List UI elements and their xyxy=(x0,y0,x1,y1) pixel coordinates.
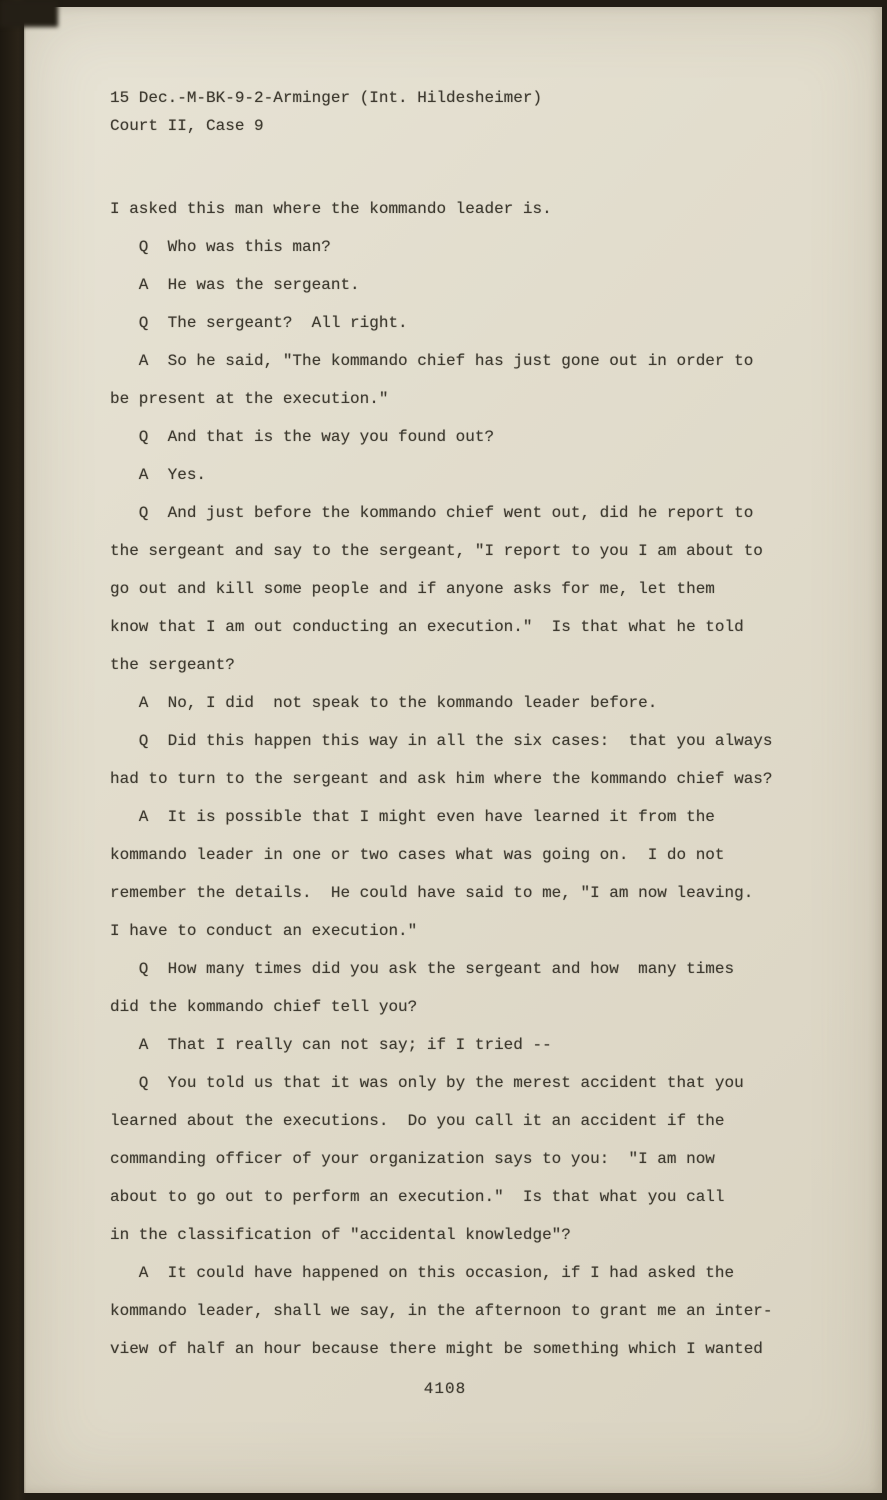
transcript-line: Q You told us that it was only by the merest accident that you xyxy=(110,1074,744,1092)
transcript-line: Q And just before the kommando chief went out, did he report to xyxy=(110,504,754,522)
header-case-line: 15 Dec.-M-BK-9-2-Arminger (Int. Hildesheimer) xyxy=(110,89,543,107)
scan-edge-artifact xyxy=(0,0,26,1500)
transcript-line: Q Who was this man? xyxy=(110,238,331,256)
transcript-line: Q Did this happen this way in all the six cases: that you always xyxy=(110,732,773,750)
transcript-line: A Yes. xyxy=(110,466,207,484)
transcript-line: A No, I did not speak to the kommando leader before. xyxy=(110,694,658,712)
page-number: 4108 xyxy=(423,1380,467,1398)
transcript-body xyxy=(110,190,800,1368)
transcript-line: commanding officer of your organization says to you: "I am now xyxy=(110,1150,715,1168)
transcript-line: had to turn to the sergeant and ask him where the kommando chief was? xyxy=(110,770,773,788)
transcript-line: I have to conduct an execution." xyxy=(110,922,418,940)
page-content xyxy=(110,84,800,1398)
transcript-line: learned about the executions. Do you call it an accident if the xyxy=(110,1112,725,1130)
transcript-line: the sergeant? xyxy=(110,656,235,674)
transcript-line: remember the details. He could have said to me, "I am now leaving. xyxy=(110,884,754,902)
transcript-line: A It is possible that I might even have learned it from the xyxy=(110,808,715,826)
transcript-line: the sergeant and say to the sergeant, "I report to you I am about to xyxy=(110,542,763,560)
transcript-line: view of half an hour because there might be something which I wanted xyxy=(110,1340,763,1358)
transcript-line: Q The sergeant? All right. xyxy=(110,314,408,332)
document-header xyxy=(110,84,800,140)
transcript-line: A It could have happened on this occasion, if I had asked the xyxy=(110,1264,735,1282)
transcript-line: know that I am out conducting an execution." Is that what he told xyxy=(110,618,744,636)
transcript-line: go out and kill some people and if anyone asks for me, let them xyxy=(110,580,715,598)
transcript-line: be present at the execution." xyxy=(110,390,389,408)
transcript-line: Q How many times did you ask the sergeant and how many times xyxy=(110,960,735,978)
transcript-line: about to go out to perform an execution." Is that what you call xyxy=(110,1188,725,1206)
scan-corner-artifact xyxy=(0,0,58,27)
transcript-line: A So he said, "The kommando chief has just gone out in order to xyxy=(110,352,754,370)
transcript-line: A That I really can not say; if I tried -- xyxy=(110,1036,552,1054)
transcript-line: kommando leader, shall we say, in the afternoon to grant me an inter- xyxy=(110,1302,773,1320)
transcript-line: A He was the sergeant. xyxy=(110,276,360,294)
transcript-line: kommando leader in one or two cases what was going on. I do not xyxy=(110,846,725,864)
transcript-line: in the classification of "accidental knowledge"? xyxy=(110,1226,571,1244)
transcript-line: I asked this man where the kommando leader is. xyxy=(110,200,552,218)
transcript-line: Q And that is the way you found out? xyxy=(110,428,495,446)
scanned-page xyxy=(24,7,882,1493)
transcript-line: did the kommando chief tell you? xyxy=(110,998,418,1016)
header-court-line: Court II, Case 9 xyxy=(110,117,264,135)
